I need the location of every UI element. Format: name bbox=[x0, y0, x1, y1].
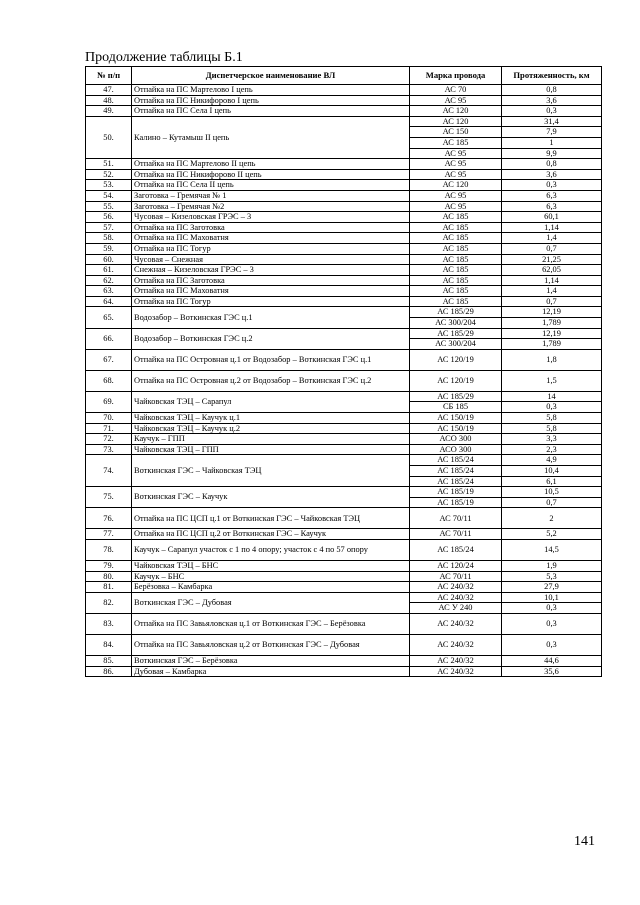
line-length: 5,3 bbox=[502, 571, 602, 582]
table-row bbox=[86, 116, 602, 127]
table-row bbox=[86, 655, 602, 666]
wire-grade: АС 150/19 bbox=[410, 423, 502, 434]
line-name: Заготовка – Гремячая № 1 bbox=[132, 190, 410, 201]
row-number: 78. bbox=[86, 539, 132, 560]
line-name: Водозабор – Воткинская ГЭС ц.1 bbox=[132, 307, 410, 328]
line-length: 1,14 bbox=[502, 222, 602, 233]
table-row bbox=[86, 634, 602, 655]
table-row bbox=[86, 434, 602, 445]
row-number: 57. bbox=[86, 222, 132, 233]
row-number: 83. bbox=[86, 613, 132, 634]
line-length: 60,1 bbox=[502, 212, 602, 223]
line-length: 6,3 bbox=[502, 190, 602, 201]
row-number: 54. bbox=[86, 190, 132, 201]
wire-grade: АС 185 bbox=[410, 222, 502, 233]
line-name: Чайковская ТЭЦ – Каучук ц.1 bbox=[132, 413, 410, 424]
line-length: 9,9 bbox=[502, 148, 602, 159]
table-row bbox=[86, 222, 602, 233]
line-length: 1,5 bbox=[502, 370, 602, 391]
table-row bbox=[86, 349, 602, 370]
line-length: 6,1 bbox=[502, 476, 602, 487]
line-length: 10,5 bbox=[502, 487, 602, 498]
wire-grade: АС 185 bbox=[410, 212, 502, 223]
table-row bbox=[86, 286, 602, 297]
line-name: Отпайка на ПС Села I цепь bbox=[132, 106, 410, 117]
line-length: 3,6 bbox=[502, 95, 602, 106]
table-row bbox=[86, 85, 602, 96]
row-number: 70. bbox=[86, 413, 132, 424]
line-length: 62,05 bbox=[502, 265, 602, 276]
line-length: 1,789 bbox=[502, 318, 602, 329]
row-number: 61. bbox=[86, 265, 132, 276]
line-length: 1,8 bbox=[502, 349, 602, 370]
line-length: 0,8 bbox=[502, 159, 602, 170]
line-name: Отпайка на ПС Маховатня bbox=[132, 233, 410, 244]
wire-grade: СБ 185 bbox=[410, 402, 502, 413]
wire-grade: АС У 240 bbox=[410, 603, 502, 614]
table-row bbox=[86, 233, 602, 244]
table-row bbox=[86, 455, 602, 466]
table-row bbox=[86, 539, 602, 560]
row-number: 60. bbox=[86, 254, 132, 265]
row-number: 59. bbox=[86, 243, 132, 254]
line-name: Чусовая – Кизеловская ГРЭС – 3 bbox=[132, 212, 410, 223]
wire-grade: АС 185/24 bbox=[410, 476, 502, 487]
row-number: 58. bbox=[86, 233, 132, 244]
header-number: № п/п bbox=[86, 67, 132, 85]
row-number: 86. bbox=[86, 666, 132, 677]
row-number: 76. bbox=[86, 508, 132, 529]
row-number: 67. bbox=[86, 349, 132, 370]
wire-grade: АС 240/32 bbox=[410, 592, 502, 603]
wire-grade: АС 185 bbox=[410, 296, 502, 307]
table-row bbox=[86, 613, 602, 634]
row-number: 80. bbox=[86, 571, 132, 582]
table-row bbox=[86, 201, 602, 212]
line-name: Воткинская ГЭС – Каучук bbox=[132, 487, 410, 508]
wire-grade: АС 70 bbox=[410, 85, 502, 96]
line-name: Чайковская ТЭЦ – ГПП bbox=[132, 444, 410, 455]
line-name: Каучук – БНС bbox=[132, 571, 410, 582]
header-wire-grade: Марка провода bbox=[410, 67, 502, 85]
wire-grade: АС 150/19 bbox=[410, 413, 502, 424]
power-lines-table bbox=[85, 66, 602, 677]
wire-grade: АС 150 bbox=[410, 127, 502, 138]
line-name: Отпайка на ПС Заготовка bbox=[132, 222, 410, 233]
wire-grade: АС 95 bbox=[410, 95, 502, 106]
table-row bbox=[86, 571, 602, 582]
line-length: 0,7 bbox=[502, 243, 602, 254]
line-name: Отпайка на ПС Маховатня bbox=[132, 286, 410, 297]
table-row bbox=[86, 106, 602, 117]
table-row bbox=[86, 190, 602, 201]
row-number: 66. bbox=[86, 328, 132, 349]
wire-grade: АС 95 bbox=[410, 201, 502, 212]
line-length: 0,7 bbox=[502, 296, 602, 307]
table-row bbox=[86, 423, 602, 434]
table-row bbox=[86, 592, 602, 603]
line-name: Отпайка на ПС Завьяловская ц.1 от Воткинская ГЭС – Берёзовка bbox=[132, 613, 410, 634]
table-row bbox=[86, 307, 602, 318]
wire-grade: АС 95 bbox=[410, 148, 502, 159]
line-length: 1,14 bbox=[502, 275, 602, 286]
line-length: 0,7 bbox=[502, 497, 602, 508]
line-name: Отпайка на ПС Никифорово II цепь bbox=[132, 169, 410, 180]
line-name: Отпайка на ПС ЦСП ц.1 от Воткинская ГЭС – Чайковская ТЭЦ bbox=[132, 508, 410, 529]
row-number: 55. bbox=[86, 201, 132, 212]
line-name: Чайковская ТЭЦ – Сарапул bbox=[132, 391, 410, 412]
line-length: 10,4 bbox=[502, 466, 602, 477]
table-row bbox=[86, 487, 602, 498]
row-number: 72. bbox=[86, 434, 132, 445]
line-length: 0,3 bbox=[502, 603, 602, 614]
table-row bbox=[86, 560, 602, 571]
line-name: Чайковская ТЭЦ – Каучук ц.2 bbox=[132, 423, 410, 434]
row-number: 48. bbox=[86, 95, 132, 106]
wire-grade: АС 185 bbox=[410, 275, 502, 286]
line-length: 0,3 bbox=[502, 634, 602, 655]
wire-grade: АС 120/24 bbox=[410, 560, 502, 571]
wire-grade: АС 185/24 bbox=[410, 455, 502, 466]
wire-grade: АС 185 bbox=[410, 286, 502, 297]
table-body bbox=[86, 85, 602, 677]
line-length: 0,3 bbox=[502, 613, 602, 634]
line-length: 14 bbox=[502, 391, 602, 402]
wire-grade: АС 185 bbox=[410, 265, 502, 276]
row-number: 74. bbox=[86, 455, 132, 487]
header-line-name: Диспетчерское наименование ВЛ bbox=[132, 67, 410, 85]
line-name: Отпайка на ПС Никифорово I цепь bbox=[132, 95, 410, 106]
wire-grade: АС 185 bbox=[410, 233, 502, 244]
table-row bbox=[86, 180, 602, 191]
wire-grade: АС 95 bbox=[410, 169, 502, 180]
table-row bbox=[86, 413, 602, 424]
line-name: Отпайка на ПС Островная ц.1 от Водозабор – Воткинская ГЭС ц.1 bbox=[132, 349, 410, 370]
line-length: 31,4 bbox=[502, 116, 602, 127]
line-name: Отпайка на ПС Островная ц.2 от Водозабор – Воткинская ГЭС ц.2 bbox=[132, 370, 410, 391]
line-name: Воткинская ГЭС – Чайковская ТЭЦ bbox=[132, 455, 410, 487]
line-name: Дубовая – Камбарка bbox=[132, 666, 410, 677]
table-row bbox=[86, 212, 602, 223]
page-number: 141 bbox=[574, 834, 595, 849]
table-row bbox=[86, 508, 602, 529]
row-number: 69. bbox=[86, 391, 132, 412]
line-length: 3,3 bbox=[502, 434, 602, 445]
line-length: 1 bbox=[502, 137, 602, 148]
line-length: 5,2 bbox=[502, 529, 602, 540]
line-name: Отпайка на ПС Села II цепь bbox=[132, 180, 410, 191]
wire-grade: АС 240/32 bbox=[410, 613, 502, 634]
row-number: 81. bbox=[86, 582, 132, 593]
wire-grade: АС 185/29 bbox=[410, 328, 502, 339]
wire-grade: АС 185 bbox=[410, 243, 502, 254]
wire-grade: АСО 300 bbox=[410, 444, 502, 455]
table-row bbox=[86, 296, 602, 307]
line-length: 6,3 bbox=[502, 201, 602, 212]
line-length: 7,9 bbox=[502, 127, 602, 138]
line-name: Калино – Кутамыш II цепь bbox=[132, 116, 410, 158]
wire-grade: АС 185/19 bbox=[410, 497, 502, 508]
table-row bbox=[86, 169, 602, 180]
wire-grade: АС 120/19 bbox=[410, 349, 502, 370]
wire-grade: АС 120/19 bbox=[410, 370, 502, 391]
wire-grade: АС 95 bbox=[410, 159, 502, 170]
wire-grade: АС 240/32 bbox=[410, 582, 502, 593]
line-name: Водозабор – Воткинская ГЭС ц.2 bbox=[132, 328, 410, 349]
row-number: 51. bbox=[86, 159, 132, 170]
line-length: 4,9 bbox=[502, 455, 602, 466]
wire-grade: АС 95 bbox=[410, 190, 502, 201]
row-number: 68. bbox=[86, 370, 132, 391]
row-number: 64. bbox=[86, 296, 132, 307]
line-length: 5,8 bbox=[502, 413, 602, 424]
table-row bbox=[86, 391, 602, 402]
line-length: 35,6 bbox=[502, 666, 602, 677]
line-length: 0,3 bbox=[502, 402, 602, 413]
line-length: 44,6 bbox=[502, 655, 602, 666]
wire-grade: АС 185 bbox=[410, 254, 502, 265]
line-length: 0,3 bbox=[502, 106, 602, 117]
row-number: 53. bbox=[86, 180, 132, 191]
table-row bbox=[86, 444, 602, 455]
line-length: 0,8 bbox=[502, 85, 602, 96]
line-name: Заготовка – Гремячая №2 bbox=[132, 201, 410, 212]
line-name: Отпайка на ПС Тогур bbox=[132, 296, 410, 307]
line-name: Чайковская ТЭЦ – БНС bbox=[132, 560, 410, 571]
table-row bbox=[86, 265, 602, 276]
line-name: Отпайка на ПС ЦСП ц.2 от Воткинская ГЭС – Каучук bbox=[132, 529, 410, 540]
row-number: 73. bbox=[86, 444, 132, 455]
line-length: 12,19 bbox=[502, 328, 602, 339]
wire-grade: АС 185/19 bbox=[410, 487, 502, 498]
row-number: 85. bbox=[86, 655, 132, 666]
line-name: Отпайка на ПС Завьяловская ц.2 от Воткинская ГЭС – Дубовая bbox=[132, 634, 410, 655]
line-name: Отпайка на ПС Мартелово II цепь bbox=[132, 159, 410, 170]
row-number: 52. bbox=[86, 169, 132, 180]
wire-grade: АС 240/32 bbox=[410, 655, 502, 666]
table-row bbox=[86, 328, 602, 339]
table-row bbox=[86, 529, 602, 540]
wire-grade: АС 70/11 bbox=[410, 571, 502, 582]
wire-grade: АС 240/32 bbox=[410, 666, 502, 677]
line-length: 2 bbox=[502, 508, 602, 529]
line-length: 1,789 bbox=[502, 339, 602, 350]
table-row bbox=[86, 159, 602, 170]
table-header-row bbox=[86, 67, 602, 85]
wire-grade: АС 300/204 bbox=[410, 339, 502, 350]
wire-grade: АС 120 bbox=[410, 180, 502, 191]
wire-grade: АС 70/11 bbox=[410, 508, 502, 529]
line-name: Каучук – Сарапул участок с 1 по 4 опору; участок с 4 по 57 опору bbox=[132, 539, 410, 560]
line-name: Отпайка на ПС Тогур bbox=[132, 243, 410, 254]
table-row bbox=[86, 95, 602, 106]
line-length: 10,1 bbox=[502, 592, 602, 603]
row-number: 79. bbox=[86, 560, 132, 571]
line-name: Воткинская ГЭС – Берёзовка bbox=[132, 655, 410, 666]
line-length: 12,19 bbox=[502, 307, 602, 318]
row-number: 65. bbox=[86, 307, 132, 328]
line-length: 2,3 bbox=[502, 444, 602, 455]
line-name: Снежная – Кизеловская ГРЭС – 3 bbox=[132, 265, 410, 276]
row-number: 56. bbox=[86, 212, 132, 223]
line-name: Отпайка на ПС Мартелово I цепь bbox=[132, 85, 410, 96]
row-number: 82. bbox=[86, 592, 132, 613]
line-name: Воткинская ГЭС – Дубовая bbox=[132, 592, 410, 613]
line-length: 14,5 bbox=[502, 539, 602, 560]
wire-grade: АС 300/204 bbox=[410, 318, 502, 329]
line-name: Чусовая – Снежная bbox=[132, 254, 410, 265]
row-number: 63. bbox=[86, 286, 132, 297]
row-number: 77. bbox=[86, 529, 132, 540]
table-row bbox=[86, 370, 602, 391]
row-number: 50. bbox=[86, 116, 132, 158]
table-row bbox=[86, 666, 602, 677]
line-length: 0,3 bbox=[502, 180, 602, 191]
wire-grade: АС 185/29 bbox=[410, 307, 502, 318]
line-length: 27,9 bbox=[502, 582, 602, 593]
row-number: 47. bbox=[86, 85, 132, 96]
row-number: 84. bbox=[86, 634, 132, 655]
header-length: Протяженность, км bbox=[502, 67, 602, 85]
row-number: 62. bbox=[86, 275, 132, 286]
wire-grade: АС 185/24 bbox=[410, 466, 502, 477]
line-length: 3,6 bbox=[502, 169, 602, 180]
row-number: 49. bbox=[86, 106, 132, 117]
wire-grade: АС 120 bbox=[410, 116, 502, 127]
wire-grade: АС 70/11 bbox=[410, 529, 502, 540]
line-length: 1,4 bbox=[502, 286, 602, 297]
line-length: 1,9 bbox=[502, 560, 602, 571]
table-row bbox=[86, 582, 602, 593]
table-row bbox=[86, 275, 602, 286]
wire-grade: АС 185 bbox=[410, 137, 502, 148]
wire-grade: АСО 300 bbox=[410, 434, 502, 445]
line-length: 21,25 bbox=[502, 254, 602, 265]
line-length: 1,4 bbox=[502, 233, 602, 244]
wire-grade: АС 185/24 bbox=[410, 539, 502, 560]
line-length: 5,8 bbox=[502, 423, 602, 434]
wire-grade: АС 120 bbox=[410, 106, 502, 117]
table-caption: Продолжение таблицы Б.1 bbox=[85, 50, 243, 65]
wire-grade: АС 240/32 bbox=[410, 634, 502, 655]
table-row bbox=[86, 243, 602, 254]
line-name: Отпайка на ПС Заготовка bbox=[132, 275, 410, 286]
line-name: Каучук – ГПП bbox=[132, 434, 410, 445]
table-row bbox=[86, 254, 602, 265]
row-number: 75. bbox=[86, 487, 132, 508]
row-number: 71. bbox=[86, 423, 132, 434]
wire-grade: АС 185/29 bbox=[410, 391, 502, 402]
line-name: Берёзовка – Камбарка bbox=[132, 582, 410, 593]
